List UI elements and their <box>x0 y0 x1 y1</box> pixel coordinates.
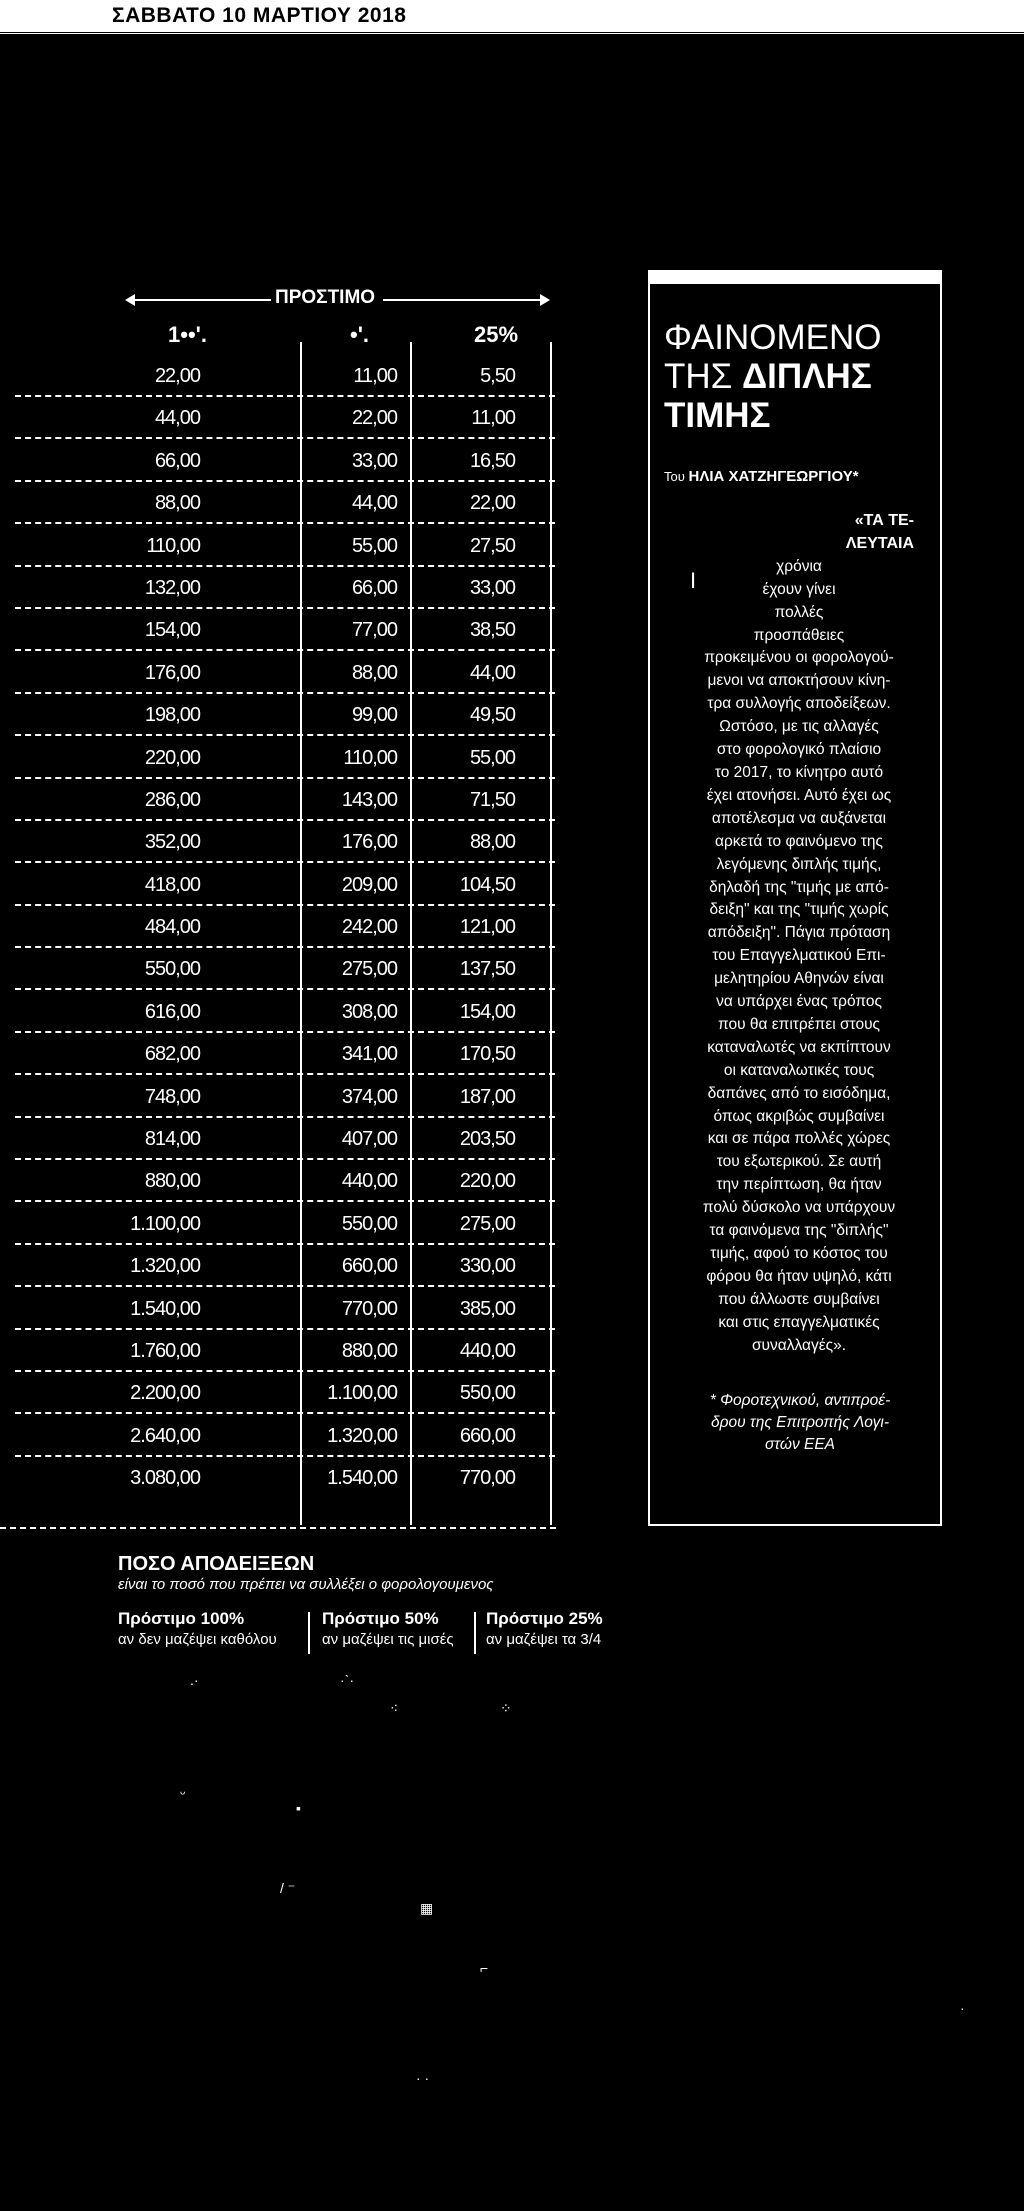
row-divider <box>15 777 555 779</box>
row-divider <box>15 1285 555 1287</box>
table-cell: 176,00 <box>144 661 200 684</box>
fine-arrow <box>125 287 550 311</box>
table-cell: 880,00 <box>341 1339 397 1362</box>
table-cell: 275,00 <box>341 958 397 981</box>
table-cell: 550,00 <box>341 1212 397 1235</box>
table-row <box>0 408 560 450</box>
row-divider <box>15 861 555 863</box>
row-divider <box>15 904 555 906</box>
table-cell: 484,00 <box>144 916 200 939</box>
table-cell: 770,00 <box>341 1297 397 1320</box>
table-cell: 1.540,00 <box>327 1467 397 1490</box>
table-cell: 27,50 <box>469 534 515 557</box>
table-row <box>0 620 560 662</box>
table-cell: 137,50 <box>459 958 515 981</box>
row-divider <box>15 437 555 439</box>
row-divider <box>15 649 555 651</box>
col-header-50: •'. <box>350 322 370 347</box>
table-row <box>0 1299 560 1341</box>
legend-label: Πρόστιμο 50% <box>322 1609 439 1628</box>
table-cell: 352,00 <box>144 831 200 854</box>
table-cell: 275,00 <box>459 1212 515 1235</box>
scan-speck: / ⁻ <box>280 1880 296 1896</box>
row-divider <box>15 395 555 397</box>
article-byline: Του ΗΛΙΑ ΧΑΤΖΗΓΕΩΡΓΙΟΥ* <box>664 468 859 485</box>
legend-item-100 <box>118 1609 277 1648</box>
table-row <box>0 366 560 408</box>
scan-speck: ᵕ <box>180 1785 186 1801</box>
table-bottom-rule <box>0 1527 556 1529</box>
table-cell: 660,00 <box>341 1255 397 1278</box>
sidebar-article <box>648 270 942 1526</box>
header-rule <box>0 32 1024 33</box>
col-header-25: 25% <box>474 322 519 347</box>
scan-speck: · · <box>416 2070 430 2086</box>
col-header-100: 1••'. <box>168 322 207 347</box>
table-cell: 407,00 <box>341 1128 397 1151</box>
table-cell: 44,00 <box>469 661 515 684</box>
arrow-right-icon <box>540 294 550 306</box>
table-cell: 22,00 <box>154 365 200 387</box>
table-cell: 220,00 <box>144 746 200 769</box>
table-cell: 11,00 <box>471 407 515 430</box>
row-divider <box>15 522 555 524</box>
table-cell: 55,00 <box>351 534 397 557</box>
table-cell: 5,50 <box>480 365 515 387</box>
table-row <box>0 536 560 578</box>
row-divider <box>15 1073 555 1075</box>
legend-item-50 <box>322 1609 454 1648</box>
table-cell: 66,00 <box>351 576 397 599</box>
table-cell: 132,00 <box>144 576 200 599</box>
scan-speck: ▪ <box>296 1800 301 1816</box>
table-cell: 22,00 <box>351 407 397 430</box>
legend-label: Πρόστιμο 25% <box>486 1609 603 1628</box>
table-cell: 2.200,00 <box>130 1382 200 1405</box>
page-date: ΣΑΒΒΑΤΟ 10 ΜΑΡΤΙΟΥ 2018 <box>112 4 407 27</box>
table-cell: 33,00 <box>469 576 515 599</box>
table-cell: 1.320,00 <box>130 1255 200 1278</box>
table-cell: 170,50 <box>459 1043 515 1066</box>
table-cell: 22,00 <box>469 492 515 515</box>
drop-cap: Ι <box>690 568 697 593</box>
article-top-bar <box>648 270 942 284</box>
table-row <box>0 1468 560 1510</box>
row-divider <box>15 607 555 609</box>
table-cell: 110,00 <box>343 746 397 769</box>
table-row <box>0 790 560 832</box>
table-row <box>0 1214 560 1256</box>
table-row <box>0 1426 560 1468</box>
table-cell: 374,00 <box>341 1085 397 1108</box>
table-cell: 748,00 <box>144 1085 200 1108</box>
row-divider <box>15 1455 555 1457</box>
table-cell: 616,00 <box>144 1000 200 1023</box>
table-cell: 682,00 <box>144 1043 200 1066</box>
article-lead: «ΤΑ ΤΕ- ΛΕΥΤΑΙΑ <box>845 512 914 552</box>
scan-speck: ⁘ <box>500 1700 512 1716</box>
table-row <box>0 1341 560 1383</box>
legend-label: Πρόστιμο 100% <box>118 1609 245 1628</box>
row-divider <box>15 1116 555 1118</box>
table-cell: 1.760,00 <box>130 1339 200 1362</box>
scan-speck: ⌐ <box>480 1960 489 1976</box>
table-cell: 121,00 <box>459 916 515 939</box>
table-cell: 3.080,00 <box>130 1467 200 1490</box>
table-cell: 176,00 <box>341 831 397 854</box>
fine-title: ΠΡΟΣΤΙΜΟ <box>275 287 376 308</box>
page-header <box>0 0 1024 34</box>
table-row <box>0 705 560 747</box>
legend-subtitle: είναι το ποσό που πρέπει να συλλέξει ο φορολογουμενος <box>118 1576 494 1593</box>
table-cell: 1.100,00 <box>130 1212 200 1235</box>
table-cell: 203,50 <box>459 1128 515 1151</box>
table-cell: 198,00 <box>144 704 200 727</box>
table-cell: 154,00 <box>459 1000 515 1023</box>
article-body <box>670 510 928 1358</box>
row-divider <box>15 1031 555 1033</box>
table-cell: 660,00 <box>459 1424 515 1447</box>
table-cell: 154,00 <box>144 619 200 642</box>
table-row <box>0 1002 560 1044</box>
row-divider <box>15 1328 555 1330</box>
row-divider <box>15 692 555 694</box>
article-paragraph: χρόνια έχουν γίνει πολλές προσπάθειες προκειμένου οι φορολογού- μενοι να αποκτήσουν κίνη- τρα συλλογής αποδείξεων. Ωστόσο, με τις αλλαγές στο φορολογικό πλαίσιο το 2017, το κίνητρο αυτό έχει ατονήσει. Αυτό έχει ως αποτέλεσμα να αυξάνεται αρκετά το φαινόμενο της λεγόμενης διπλής τιμής, δηλαδή της "τιμής με από- δειξη" και της "τιμής χωρίς απόδειξη". Πάγια πρόταση του Επαγγελματικού Επι- μελητηρίου Αθηνών είναι να υπάρχει ένας τρόπος που θα επιτρέπει στους καταναλωτές να εκπίπτουν οι καταναλωτικές τους δαπάνες από το εισόδημα, όπως ακριβώς συμβαίνει και σε πάρα πολλές χώρες του εξωτερικού. Σε αυτή την περίπτωση, θα ήταν πολύ δύσκολο να υπάρχουν τα φαινόμενα της "διπλής" τιμής, αφού το κόστος του φόρου θα ήταν υψηλό, κάτι που άλλωστε συμβαίνει και στις επαγγελματικές συναλλαγές». <box>702 557 896 1354</box>
legend-desc: αν μαζέψει τα 3/4 <box>486 1631 602 1648</box>
legend-desc: αν δεν μαζέψει καθόλου <box>118 1631 277 1648</box>
table-cell: 55,00 <box>469 746 515 769</box>
table-cell: 242,00 <box>341 916 397 939</box>
legend-desc: αν μαζέψει τις μισές <box>322 1631 454 1648</box>
table-cell: 814,00 <box>144 1128 200 1151</box>
row-divider <box>15 734 555 736</box>
scan-speck: · <box>960 2000 965 2016</box>
table-row <box>0 1129 560 1171</box>
row-divider <box>15 1243 555 1245</box>
scan-speck: ▦ <box>420 1900 434 1916</box>
table-cell: 1.100,00 <box>327 1382 397 1405</box>
legend-divider <box>474 1612 476 1654</box>
table-cell: 49,50 <box>469 704 515 727</box>
table-cell: 286,00 <box>144 788 200 811</box>
table-cell: 44,00 <box>154 407 200 430</box>
table-row <box>0 1383 560 1425</box>
table-cell: 66,00 <box>154 449 200 472</box>
table-row <box>0 832 560 874</box>
table-row <box>0 578 560 620</box>
legend-divider <box>308 1612 310 1654</box>
table-row <box>0 1171 560 1213</box>
table-cell: 209,00 <box>341 873 397 896</box>
table-cell: 38,50 <box>469 619 515 642</box>
table-cell: 880,00 <box>144 1170 200 1193</box>
table-cell: 550,00 <box>144 958 200 981</box>
table-cell: 440,00 <box>341 1170 397 1193</box>
table-cell: 220,00 <box>459 1170 515 1193</box>
table-cell: 418,00 <box>144 873 200 896</box>
table-row <box>0 917 560 959</box>
table-cell: 99,00 <box>351 704 397 727</box>
scan-speck: .· <box>190 1672 199 1688</box>
table-row <box>0 875 560 917</box>
table-row <box>0 493 560 535</box>
row-divider <box>15 1158 555 1160</box>
table-cell: 44,00 <box>351 492 397 515</box>
table-row <box>0 451 560 493</box>
article-headline: ΦΑΙΝΟΜΕΝΟ ΤΗΣ ΔΙΠΛΗΣ ΤΙΜΗΣ <box>664 318 882 435</box>
row-divider <box>15 1200 555 1202</box>
row-divider <box>15 480 555 482</box>
table-cell: 71,50 <box>469 788 515 811</box>
author-footnote: * Φοροτεχνικού, αντιπροέ- δρου της Επιτροπής Λογι- στών ΕΕΑ <box>709 1392 891 1453</box>
table-row <box>0 1087 560 1129</box>
table-cell: 77,00 <box>351 619 397 642</box>
table-cell: 770,00 <box>459 1467 515 1490</box>
row-divider <box>15 1412 555 1414</box>
table-row <box>0 663 560 705</box>
table-row <box>0 1256 560 1298</box>
legend-title: ΠΟΣΟ ΑΠΟΔΕΙΞΕΩΝ <box>118 1553 315 1575</box>
scan-speck: ⁖ <box>390 1700 399 1716</box>
table-row <box>0 748 560 790</box>
row-divider <box>15 1370 555 1372</box>
table-cell: 1.320,00 <box>327 1424 397 1447</box>
table-cell: 88,00 <box>154 492 200 515</box>
table-cell: 330,00 <box>459 1255 515 1278</box>
table-cell: 550,00 <box>459 1382 515 1405</box>
table-cell: 88,00 <box>469 831 515 854</box>
table-cell: 341,00 <box>341 1043 397 1066</box>
table-cell: 88,00 <box>351 661 397 684</box>
fine-table <box>0 366 560 1511</box>
table-cell: 187,00 <box>459 1085 515 1108</box>
table-cell: 385,00 <box>459 1297 515 1320</box>
legend-item-25 <box>486 1609 603 1648</box>
table-cell: 110,00 <box>146 534 200 557</box>
table-cell: 11,00 <box>353 365 397 387</box>
table-cell: 33,00 <box>351 449 397 472</box>
table-cell: 143,00 <box>341 788 397 811</box>
table-cell: 104,50 <box>459 873 515 896</box>
table-cell: 2.640,00 <box>130 1424 200 1447</box>
table-cell: 1.540,00 <box>130 1297 200 1320</box>
scan-speck: ·ˋ· <box>340 1672 354 1688</box>
table-cell: 308,00 <box>341 1000 397 1023</box>
row-divider <box>15 988 555 990</box>
table-cell: 16,50 <box>469 449 515 472</box>
row-divider <box>15 819 555 821</box>
table-row <box>0 959 560 1001</box>
table-cell: 440,00 <box>459 1339 515 1362</box>
row-divider <box>15 565 555 567</box>
row-divider <box>15 946 555 948</box>
table-row <box>0 1044 560 1086</box>
